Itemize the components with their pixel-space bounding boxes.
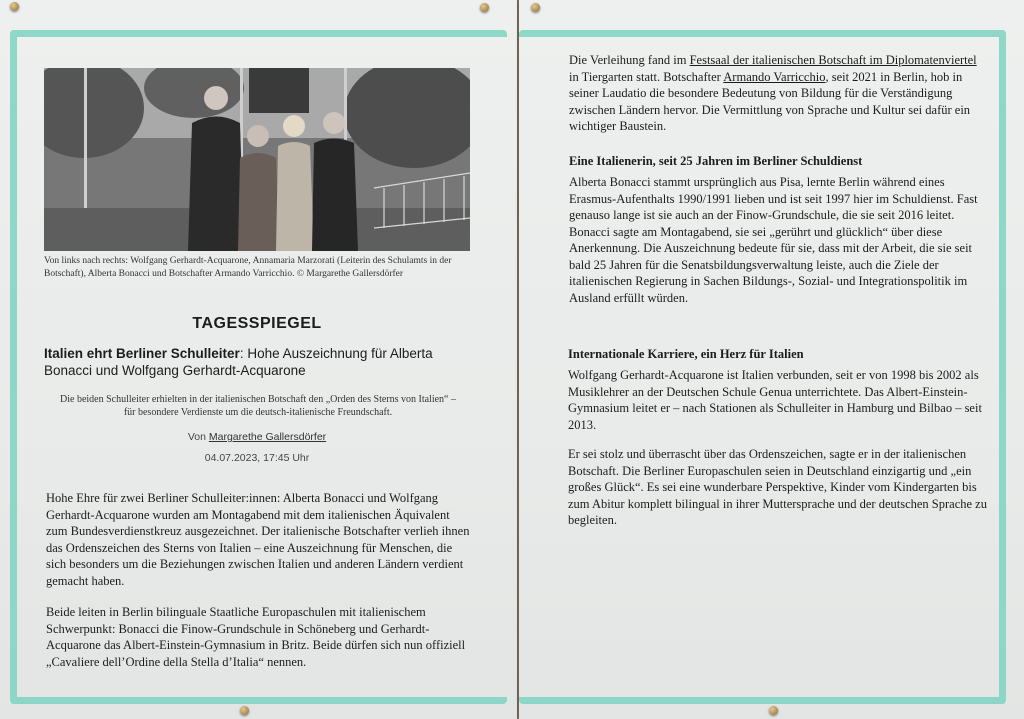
byline-prefix: Von	[187, 431, 206, 443]
right-page	[519, 0, 1024, 719]
intro-text: Die Verleihung fand im	[569, 53, 690, 67]
article-photo	[44, 68, 470, 251]
publish-date: 04.07.2023, 17:45 Uhr	[204, 452, 310, 464]
photo-caption: Von links nach rechts: Wolfgang Gerhardt-Acquarone, Annamaria Marzorati (Leiterin des Schulamts in der Botschaft), Alberta Bonacci und Botschafter Armando Varricchio. © Margarethe Gallersdörfer	[44, 256, 452, 279]
paragraph-1: Hohe Ehre für zwei Berliner Schulleiter:innen: Alberta Bonacci und Wolfgang Gerhardt-Acquarone wurden am Montagabend mit dem italienischen Äquivalent zum Bundesverdienstkreuz ausgezeichnet. Der italienische Botschafter verlieh ihnen das Ordenszeichen des Sterns von Italien – eine Auszeichnung für Menschen, die sich besonders um die Beziehungen zwischen Italien und anderen Ländern verdient gemacht haben.	[46, 491, 470, 588]
article-lede: Die beiden Schulleiter erhielten in der italienischen Botschaft den „Orden des Sterns von Italien“ – für besondere Verdienste um die deutsch-italienische Freundschaft.	[60, 394, 456, 418]
headline	[44, 345, 474, 379]
masthead: TAGESSPIEGEL	[192, 315, 322, 332]
paragraph-2: Beide leiten in Berlin bilinguale Staatliche Europaschulen mit italienischem Schwerpunkt: Bonacci die Finow-Grundschule in Schöneberg und Gerhardt-Acquarone das Albert-Einstein-Gymnasium in Britz. Beide dürfen sich nun offiziell „Cavaliere dell’Ordine della Stella d’Italia“ nennen.	[46, 605, 466, 669]
pin	[531, 3, 540, 12]
headline-kicker: Italien ehrt Berliner Schulleiter	[44, 346, 240, 361]
pin	[769, 706, 778, 715]
pin	[240, 706, 249, 715]
ambassador-link[interactable]: Armando Varricchio	[723, 69, 826, 84]
intro-text: , seit 2021 in Berlin, hob in seiner Laudatio die besondere Bedeutung von Bildung für die Verständigung zwischen Ländern hervor. Die Vermittlung von Sprache und Kultur sei dafür ein wichtiger Baustein.	[569, 69, 971, 133]
byline	[44, 431, 470, 443]
intro-text: in Tiergarten statt. Botschafter	[569, 69, 724, 84]
embassy-link[interactable]: Festsaal der italienischen Botschaft im Diplomatenviertel	[689, 53, 977, 67]
section-heading-2: Internationale Karriere, ein Herz für Italien	[568, 347, 804, 361]
pin	[10, 2, 19, 11]
headline-text: : Hohe Auszeichnung für Alberta Bonacci und Wolfgang Gerhardt-Acquarone	[44, 346, 433, 378]
author-link[interactable]: Margarethe Gallersdörfer	[208, 431, 327, 443]
section-2-text: Wolfgang Gerhardt-Acquarone ist Italien verbunden, seit er von 1998 bis 2002 als Musiklehrer an der Deutschen Schule Genua unterrichtete. Das Albert-Einstein-Gymnasium leitet er – nach Stationen als Schulleiter in Hamburg und Bilbao – seit 2013.	[568, 368, 982, 432]
intro-paragraph	[569, 52, 989, 135]
section-2-text-2: Er sei stolz und überrascht über das Ordenszeichen, sagte er in der italienischen Botschaft. Die Berliner Europaschulen seien in Deutschland einzigartig und „ein großes Glück“. Es sei eine wunderbare Perspektive, Kinder vom Kindergarten bis zum Abitur komplett bilingual in ihrer Muttersprache und der deutschen Sprache zu begleiten.	[568, 447, 987, 527]
pin	[480, 3, 489, 12]
section-heading-1: Eine Italienerin, seit 25 Jahren im Berliner Schuldienst	[569, 154, 863, 168]
section-1-text: Alberta Bonacci stammt ursprünglich aus Pisa, lernte Berlin während eines Erasmus-Aufenthalts 1990/1991 lieben und ist seit 1997 hier im Schuldienst. Fast genauso lange ist sie auch an der Finow-Grundschule, die sie seit 2016 leitet. Bonacci sagte am Montagabend, sie sei „gerührt und glücklich“ über diese Anerkennung. Die Auszeichnung bedeute für sie, dass mit der Arbeit, die sie seit bald 25 Jahren für die Senatsbildungsverwaltung leiste, auch die Ziele der italienischen Regierung in Sachen Bildungs-, Sozial- und Integrationspolitik im Ausland erfüllt würden.	[569, 175, 978, 305]
